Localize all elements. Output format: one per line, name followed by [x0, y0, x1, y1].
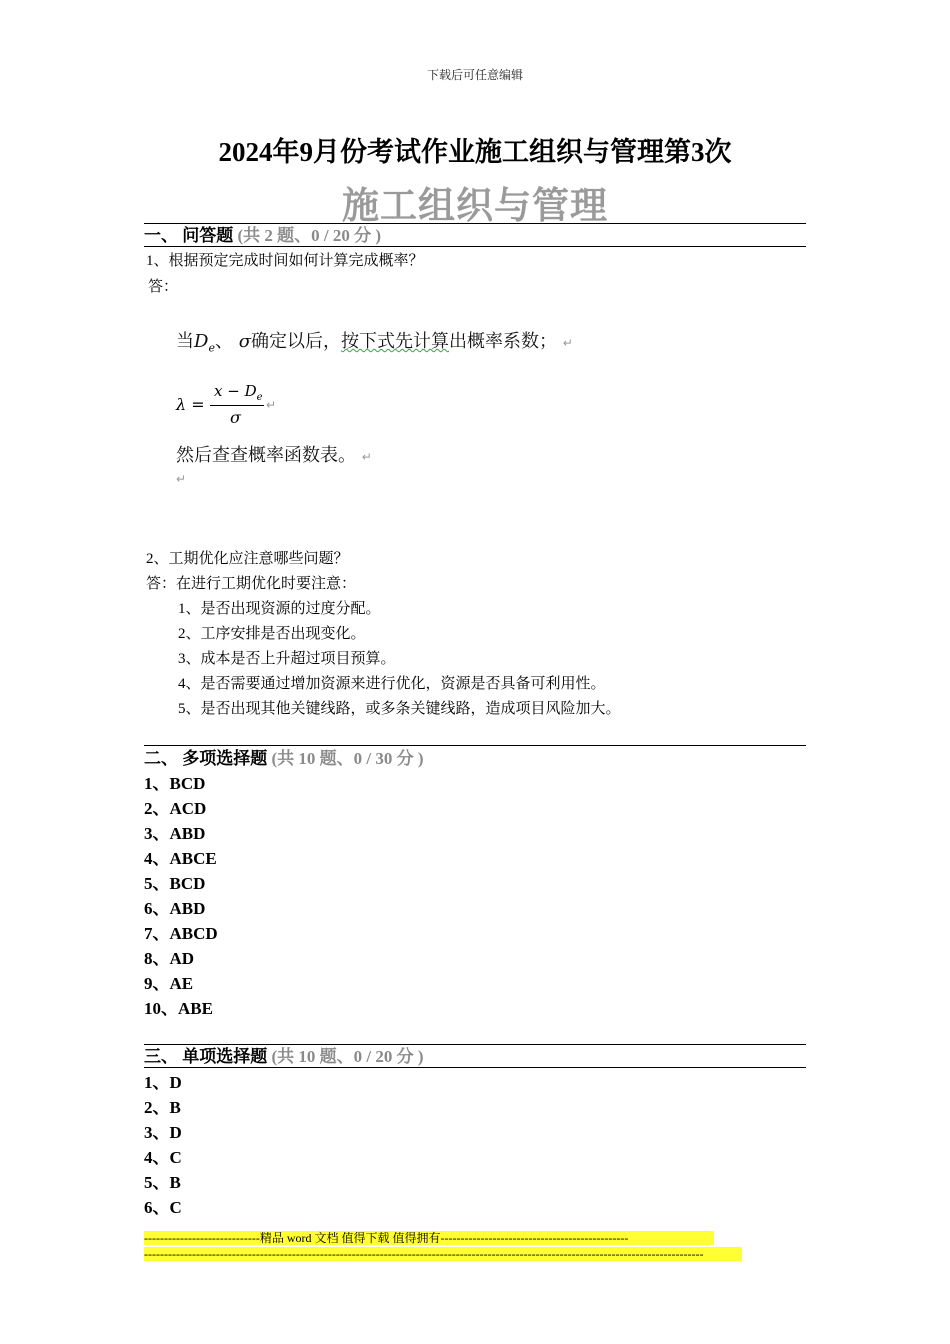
variable-de — [194, 331, 215, 355]
section3-score: (共 10 题、0 / 20 分 ) — [271, 1047, 424, 1066]
section3-heading — [144, 1046, 424, 1068]
question-2: 2、工期优化应注意哪些问题？ — [146, 551, 349, 567]
answer-item: 2、ACD — [144, 799, 207, 818]
paragraph-mark-icon: ↵ — [361, 450, 372, 464]
section3-title: 三、 单项选择题 — [144, 1047, 268, 1066]
text-fragment: 确定以后， — [250, 331, 341, 352]
answer-item: 1、BCD — [144, 774, 206, 793]
text-fragment-underlined: 按下式先计算 — [340, 331, 449, 352]
paragraph-mark-icon: ↵ — [266, 398, 277, 412]
section-divider — [144, 1044, 806, 1045]
answer-item: 1、D — [144, 1073, 182, 1092]
var-sub: e — [208, 341, 215, 355]
section2-heading — [144, 748, 424, 770]
answer-item: 7、ABCD — [144, 924, 218, 943]
text-fragment: 当 — [176, 331, 194, 352]
answer-label: 答： — [148, 279, 179, 295]
question-1: 1、根据预定完成时间如何计算完成概率？ — [146, 253, 424, 269]
header-note: 下载后可任意编辑 — [426, 68, 523, 82]
paragraph-mark-icon: ↵ — [176, 472, 187, 486]
answer-item: 8、AD — [144, 949, 195, 968]
answer-item: 4、C — [144, 1148, 182, 1167]
footer-line-2: -------------------------------------------------------------------------------------------------------------------------------------------- — [144, 1247, 742, 1261]
answer-item: 3、ABD — [144, 824, 206, 843]
answer-item: 6、ABD — [144, 899, 206, 918]
text-fragment: 、 — [214, 331, 233, 352]
section1-score: (共 2 题、0 / 20 分 ) — [237, 226, 382, 245]
footer-line-1: -----------------------------精品 word 文档 值得下载 值得拥有----------------------------------------------- — [144, 1231, 714, 1245]
list-item: 2、工序安排是否出现变化。 — [178, 626, 366, 642]
answer-item: 5、B — [144, 1173, 181, 1192]
answer-item: 6、C — [144, 1198, 182, 1217]
page-title: 2024年9月份考试作业施工组织与管理第3次 — [218, 137, 732, 167]
var-d: D — [194, 331, 209, 352]
answer-item: 10、ABE — [144, 999, 213, 1018]
answer-item: 5、BCD — [144, 874, 206, 893]
answer-item: 3、D — [144, 1123, 182, 1142]
footer-banner-2 — [144, 1247, 742, 1261]
section1-heading — [144, 225, 381, 247]
answer-line-1 — [176, 327, 573, 355]
section2-title: 二、 多项选择题 — [144, 749, 268, 768]
section-divider — [144, 1067, 806, 1068]
answer-item: 4、ABCE — [144, 849, 217, 868]
fraction-bar — [210, 405, 264, 406]
section-divider — [144, 745, 806, 746]
formula-denominator: σ — [230, 408, 241, 427]
answer-intro: 答：在进行工期优化时要注意： — [146, 576, 357, 592]
footer-banner — [144, 1231, 714, 1245]
section2-score: (共 10 题、0 / 30 分 ) — [271, 749, 424, 768]
section1-title: 一、 问答题 — [144, 226, 234, 245]
formula-lhs: λ = — [176, 395, 205, 414]
answer-item: 2、B — [144, 1098, 181, 1117]
formula-numerator — [214, 382, 263, 403]
paragraph-mark-icon: ↵ — [562, 336, 573, 350]
list-item: 3、成本是否上升超过项目预算。 — [178, 651, 396, 667]
formula — [176, 380, 296, 432]
variable-sigma: σ — [238, 331, 251, 352]
list-item: 5、是否出现其他关键线路，或多条关键线路，造成项目风险加大。 — [178, 701, 621, 717]
section-divider — [144, 223, 806, 224]
text-fragment: 出概率系数； — [448, 331, 557, 352]
section-divider — [144, 246, 806, 247]
formula-num-sub: e — [256, 392, 263, 403]
answer-line-3 — [176, 441, 372, 467]
list-item: 1、是否出现资源的过度分配。 — [178, 601, 381, 617]
page-subtitle: 施工组织与管理 — [342, 186, 608, 227]
list-item: 4、是否需要通过增加资源来进行优化，资源是否具备可利用性。 — [178, 676, 606, 692]
answer-item: 9、AE — [144, 974, 194, 993]
text-fragment: 然后查查概率函数表。 — [176, 445, 356, 466]
formula-num-text: x − D — [214, 382, 257, 400]
